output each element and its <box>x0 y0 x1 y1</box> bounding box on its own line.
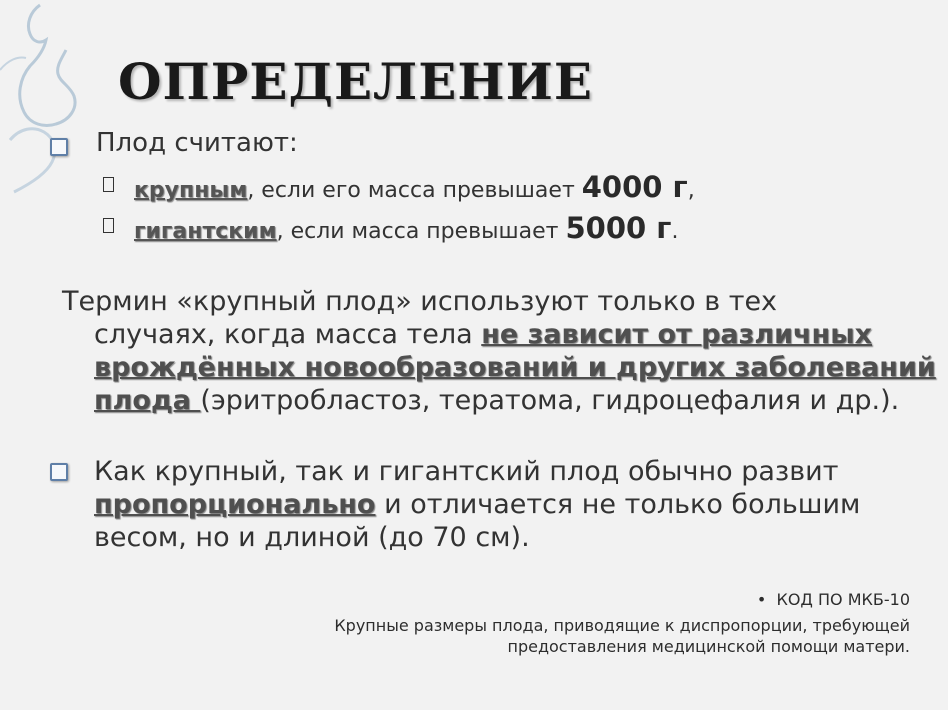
criterion-end: . <box>671 219 679 244</box>
term-line-3 <box>94 351 936 384</box>
criterion-large <box>134 170 695 204</box>
term-line-4 <box>94 384 899 417</box>
criterion-value: 4000 г <box>581 170 688 204</box>
footer-code <box>757 590 910 609</box>
footer-line-1: Крупные размеры плода, приводящие к диспропорции, требующей <box>334 616 910 635</box>
intro-text: Плод считают: <box>96 128 298 158</box>
criterion-term: гигантским <box>134 219 277 244</box>
development-line-3: весом, но и длиной (до 70 см). <box>94 522 530 553</box>
term-line-3-underlined: врождённых новообразований и других заболеваний <box>94 352 936 383</box>
checkbox-bullet-icon <box>50 138 68 156</box>
checkbox-bullet-icon <box>50 463 68 481</box>
slide-title: ОПРЕДЕЛЕНИЕ <box>118 52 593 111</box>
development-line-2-underlined: пропорционально <box>94 489 376 520</box>
development-line-2-end: и отличается не только большим <box>375 489 861 520</box>
square-bullet-icon <box>103 177 114 192</box>
term-line-2 <box>94 318 872 351</box>
term-line-2-start: случаях, когда масса тела <box>94 319 482 350</box>
term-line-4-end: (эритробластоз, тератома, гидроцефалия и др.). <box>200 385 900 416</box>
square-bullet-icon <box>103 218 114 233</box>
criterion-value: 5000 г <box>565 211 672 245</box>
criterion-giant <box>134 211 678 245</box>
criterion-text: , если масса превышает <box>276 219 566 244</box>
footer-code-text: КОД ПО МКБ-10 <box>776 590 910 609</box>
criterion-term: крупным <box>134 178 248 203</box>
footer-line-2: предоставления медицинской помощи матери. <box>507 637 910 656</box>
term-line-2-underlined: не зависит от различных <box>481 319 873 350</box>
term-line-1: Термин «крупный плод» используют только в тех <box>62 286 778 317</box>
term-line-4-underlined: плода <box>94 385 201 416</box>
development-line-2 <box>94 488 860 521</box>
development-line-1: Как крупный, так и гигантский плод обычно развит <box>94 456 839 487</box>
criterion-text: , если его масса превышает <box>247 178 582 203</box>
pregnant-silhouette-icon <box>0 0 130 200</box>
bullet-dot-icon: • <box>756 590 777 609</box>
criterion-end: , <box>687 178 695 203</box>
